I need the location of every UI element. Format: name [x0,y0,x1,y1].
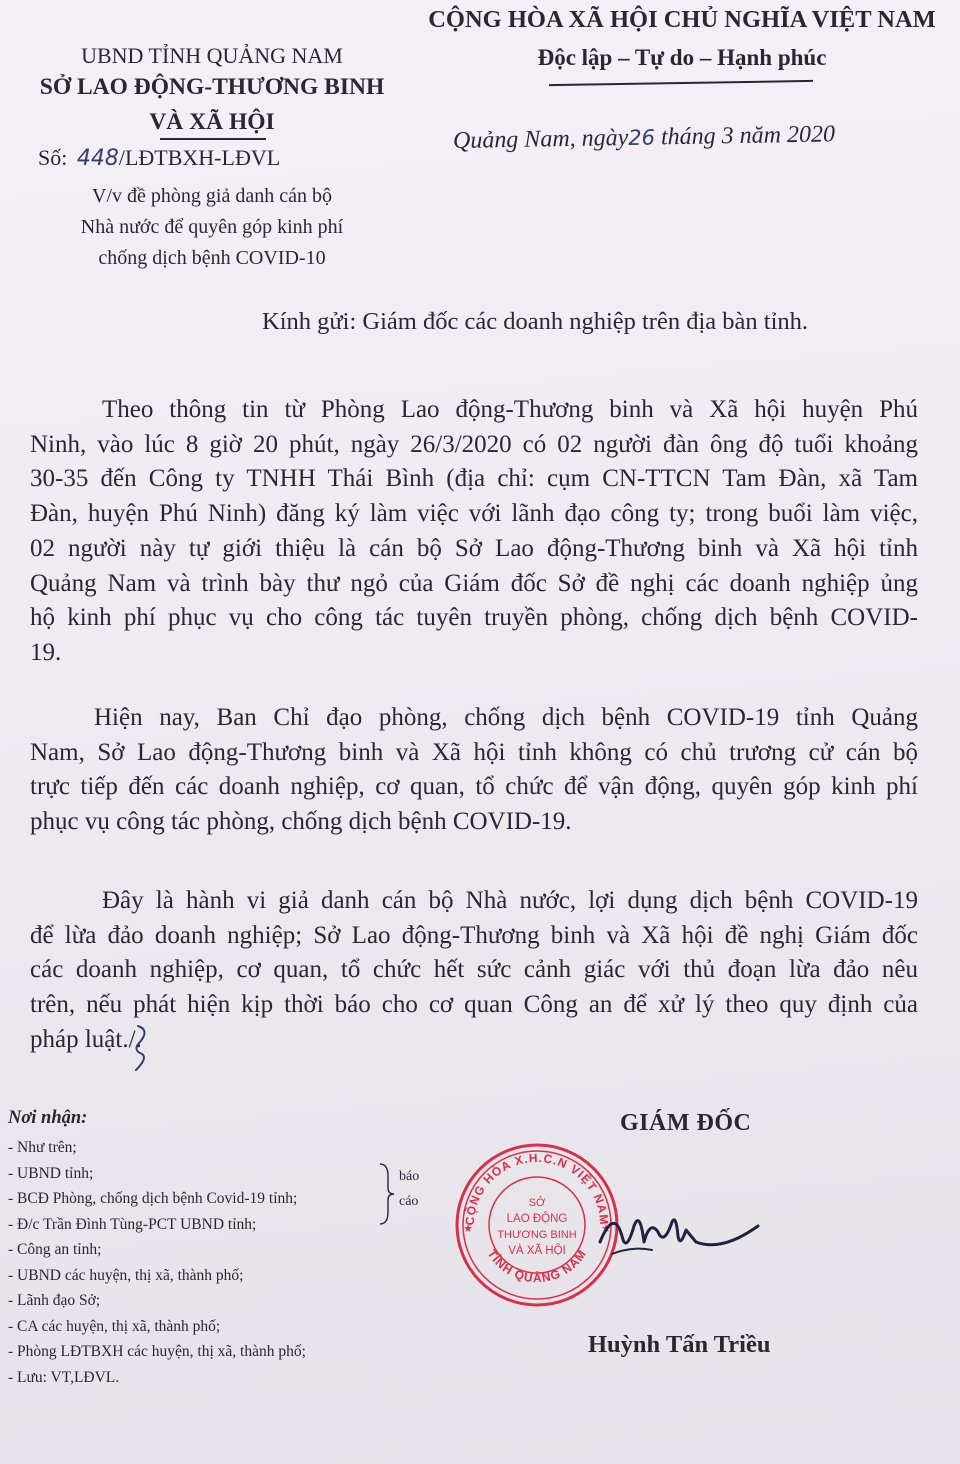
paragraph-line: trực tiếp đến các doanh nghiệp, cơ quan, tổ chức để vận động, quyên góp kinh phí [30,773,918,801]
national-title: CỘNG HÒA XÃ HỘI CHỦ NGHĨA VIỆT NAM [428,6,936,33]
recipient-item: - UBND tỉnh; [8,1164,94,1182]
subject-line: chống dịch bệnh COVID-10 [98,247,326,269]
paragraph-1 [30,393,918,671]
paragraph-line: 30-35 đến Công ty TNHH Thái Bình (địa chỉ: cụm CN-TTCN Tam Đàn, xã Tam [30,465,918,493]
svg-text:SỞ: SỞ [528,1197,546,1209]
recipient-item: - Như trên; [8,1139,77,1156]
bracket-icon [376,1162,398,1226]
recipients-list [8,1135,306,1390]
recipient-item: - Phòng LĐTBXH các huyện, thị xã, thành phố; [8,1343,306,1360]
recipient-item: - CA các huyện, thị xã, thành phố; [8,1317,221,1335]
date-day-handwritten: 26 [628,125,656,150]
handwritten-signature [592,1196,762,1276]
national-motto: Độc lập – Tự do – Hạnh phúc [537,45,827,70]
bracket-note-line: cáo [399,1194,419,1209]
paragraph-line: Đây là hành vi giả danh cán bộ Nhà nước, lợi dụng dịch bệnh COVID-19 [102,887,918,914]
svg-text:VÀ XÃ HỘI: VÀ XÃ HỘI [508,1245,566,1257]
paragraph-line: Quảng Nam và trình bày thư ngỏ của Giám đốc Sở đề nghị các doanh nghiệp ủng [30,569,918,597]
recipient-item: - Công an tỉnh; [8,1241,102,1258]
paragraph-line: Đàn, huyện Phú Ninh) đăng ký làm việc với lãnh đạo công ty; trong buổi làm việc, [30,500,918,528]
agency-name: SỞ LAO ĐỘNG-THƯƠNG BINH [39,74,385,100]
agency-name-line2: VÀ XÃ HỘI [149,109,275,135]
issue-date [453,121,835,155]
paragraph-2 [30,701,918,840]
svg-text:★: ★ [463,1223,473,1235]
header-underline [160,138,266,140]
signer-role: GIÁM ĐỐC [620,1110,752,1136]
svg-text:LAO ĐỘNG: LAO ĐỘNG [506,1213,568,1225]
date-suffix: tháng 3 năm 2020 [654,121,836,151]
paragraph-line: Theo thông tin từ Phòng Lao động-Thương binh và Xã hội huyện Phú [102,396,918,423]
bracket-note [399,1164,419,1214]
subject-line: Nhà nước để quyên góp kinh phí [80,216,344,238]
recipient-item: - Lưu: VT,LĐVL. [8,1368,120,1386]
salutation: Kính gửi: Giám đốc các doanh nghiệp trên địa bàn tỉnh. [262,308,809,335]
paragraph-line: để lừa đảo doanh nghiệp; Sở Lao động-Thương binh và Xã hội đề nghị Giám đốc [30,921,918,949]
number-suffix: /LĐTBXH-LĐVL [118,145,281,170]
paragraph-3 [30,884,918,1058]
signer-name: Huỳnh Tấn Triều [588,1331,771,1358]
date-prefix: Quảng Nam, ngày [452,124,629,154]
paragraph-line: trên, nếu phát hiện kịp thời báo cho cơ quan Công an để xử lý theo quy định của [30,991,918,1019]
paragraph-line: Hiện nay, Ban Chỉ đạo phòng, chống dịch bệnh COVID-19 tỉnh Quảng [94,704,918,731]
svg-text:TỈNH QUẢNG NAM: TỈNH QUẢNG NAM [484,1246,590,1286]
paragraph-line: pháp luật./. [30,1025,142,1053]
paragraph-line: 19. [30,638,62,666]
document-number [38,145,280,171]
paragraph-line: 02 người này tự giới thiệu là cán bộ Sở Lao động-Thương binh và Xã hội tỉnh [30,534,918,562]
svg-text:THƯƠNG BINH: THƯƠNG BINH [497,1229,577,1241]
motto-underline [549,80,813,86]
subject-block [12,181,412,274]
agency-parent: UBND TỈNH QUẢNG NAM [81,43,343,68]
number-handwritten: 448 [76,146,119,171]
paragraph-line: Nam, Sở Lao động-Thương binh và Xã hội tỉnh không có chủ trương cử cán bộ [30,738,918,766]
paragraph-line: Ninh, vào lúc 8 giờ 20 phút, ngày 26/3/2020 có 02 người đàn ông độ tuổi khoảng [30,430,918,458]
recipient-item: - Đ/c Trần Đình Tùng-PCT UBND tỉnh; [8,1215,257,1233]
paragraph-line: phục vụ công tác phòng, chống dịch bệnh COVID-19. [30,808,572,836]
recipients-title: Nơi nhận: [8,1108,88,1128]
initial-mark [118,1020,158,1074]
paragraph-line: hộ kinh phí phục vụ cho công tác tuyên truyền phòng, chống dịch bệnh COVID- [30,604,918,632]
recipient-item: - Lãnh đạo Sở; [8,1292,101,1309]
subject-line: V/v đề phòng giả danh cán bộ [92,185,332,207]
number-label: Số: [38,145,68,170]
svg-text:★: ★ [601,1223,611,1235]
recipient-item: - BCĐ Phòng, chống dịch bệnh Covid-19 tỉnh; [8,1190,298,1207]
recipient-item: - UBND các huyện, thị xã, thành phố; [8,1266,244,1284]
bracket-note-line: báo [399,1169,420,1184]
svg-text:CỘNG HÒA X.H.C.N VIỆT NAM: CỘNG HÒA X.H.C.N VIỆT NAM [462,1150,612,1226]
paragraph-line: các doanh nghiệp, cơ quan, tổ chức hết sức cảnh giác với thủ đoạn lừa đảo nêu [30,956,918,984]
